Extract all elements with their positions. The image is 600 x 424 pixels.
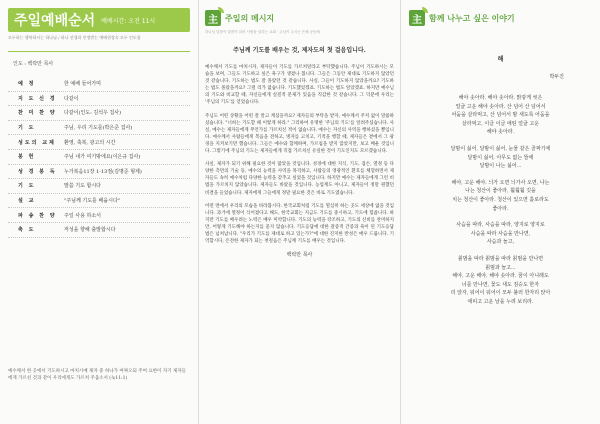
order-item-detail: 주일 사용 하소서 xyxy=(64,212,101,219)
story-panel xyxy=(401,0,600,424)
poem-line: 치는 청산이 좋아라. 청산이 있으면 홀로라도 xyxy=(452,196,549,203)
divider xyxy=(8,51,190,52)
order-item-detail: "주님께 기도를 배웁시다" xyxy=(64,198,121,205)
poem-line: 사슴을 따라, 사슴을 따라, 양지로 양지로 xyxy=(456,222,545,229)
poem-line: 얼굴 고운 해야 솟아라. 산 넘어 산 넘어서 xyxy=(455,103,546,110)
section-header xyxy=(205,8,394,28)
order-item-name: 성도의 교제 xyxy=(18,139,56,146)
poem-line: 해야, 고운 해야, 해야 솟아라. 꿈이 아니래도 xyxy=(452,273,549,280)
section-note: 하나님 말씀이 말씀이 되어 사람을 살리는 교회 · 주님이 주시는 은혜 공동체 xyxy=(205,30,320,34)
title-bar xyxy=(8,8,190,32)
church-motto: 모두하는 행복하시는 하나님 / 하나 선생과 인정받는 예배현장속 모두 인도함 xyxy=(8,35,141,40)
order-item-name: 기 도 xyxy=(18,183,36,190)
order-item-name: 성 경 봉 독 xyxy=(18,168,57,175)
leaf-logo-icon: 主 xyxy=(409,10,425,26)
poem-title: 해 xyxy=(497,56,504,63)
order-row xyxy=(8,179,190,194)
poem-line: 어둠을 살라먹고, 산 넘어서 밤 새도록 어둠을 xyxy=(451,112,550,119)
poem-stanza xyxy=(409,255,592,307)
order-row xyxy=(8,135,190,150)
poem-stanza xyxy=(409,145,592,171)
section-title: 주일의 메시지 xyxy=(225,13,275,23)
order-item-detail: 누가복음11장 1-13절(김명준 형제) xyxy=(64,168,142,175)
sermon-panel xyxy=(199,0,400,424)
sermon-paragraph: 예수께서 기도를 마치시자, 제자들이 기도를 가르쳐달라고 부탁했습니다. 주님이 기도하시는 모습을 보며, 그들도 기도하고 싶은 욕구가 생겼나 봅니다. 그들은 그동안 제대로 기도하지 않았던 것 같습니다. 기도하는 법도 잘 몰랐던 것 같습니다. 사실, 그들이 기도하지 않았을까요? 기도하는 법도 몰랐을까요? 그럴 리가 없습니다. 기도했었겠죠. 기도하는 법도 알았겠죠. 하지만 예수님의 기도와 비교할 때, 자신들에게 실질적 문제가 있음을 직감한 것 같습니다. 그 덕분에 우리는 '주님의 기도'를 얻었습니다. xyxy=(205,65,394,106)
poem-line: 달밤이 나는 싫어... xyxy=(479,163,522,170)
order-item-detail: 주님 내가 여기밖에요(이은규 집사) xyxy=(64,154,141,161)
poem-line: 애띠고 고운 날을 누려 보리라. xyxy=(467,298,534,305)
order-item-name: 설 교 xyxy=(18,198,36,205)
poem-line: 달밤이 싫어, 아무도 없는 뜰에 xyxy=(467,154,534,161)
section-title: 함께 나누고 싶은 이야기 xyxy=(429,13,515,23)
leaf-logo-icon: 主 xyxy=(205,10,221,26)
page-title: 주일예배순서 xyxy=(14,13,96,29)
order-item-name: 봉 헌 xyxy=(18,154,36,161)
order-row xyxy=(8,223,190,238)
section-header xyxy=(409,8,592,28)
poem-stanza xyxy=(409,179,592,213)
poem-body xyxy=(409,94,592,306)
order-row xyxy=(8,77,190,92)
poem-line: 해야, 고운 해야. 늬가 오면 늬가사 오면, 나는 xyxy=(451,179,550,186)
order-list xyxy=(8,77,190,238)
poem-line: 좋아라. xyxy=(492,205,509,212)
order-row xyxy=(8,121,190,136)
order-item-detail: 말씀 기도 합시다 xyxy=(64,183,101,190)
poem-line: 리 앉자, 워어이 워어이 모두 불러 한자리 앉아 xyxy=(450,290,551,297)
sermon-signature: 백락만 목사 xyxy=(286,252,313,259)
sermon-paragraph: 어떤 면에서 우리의 모습을 바라봅시다. 한국교회처럼 기도를 열심히 하는 곳도 세상에 없을 것입니다. 과거에 열정이 식어졌다고 해도, 한국교회는 지금도 기도를 중시하고, 기도에 힘씁니다. 하지만 기도를 배우려는 노력은 배우 미약합니다. 기도의 능력을 강조하고, 기도의 신비를 찬미하지만, 어떻게 기도해야 하는지를 묻지 않습니다. 기도응답에 대한 갈증적 간증과 욕이 된 기도응답법은 넘쳐납니다. "우리가 기도를 제대로 하고 있는가?"에 대한 진지한 반성은 매우 드뭅니다. 기억합시다, 온전한 제자가 되는 첫걸음은 주님께 기도를 배우는 것입니다. xyxy=(205,203,394,245)
poem-line: 달밤이 싫어, 달밤이 싫어, 눈물 같은 골짜기에 xyxy=(450,145,551,152)
order-item-detail: 저성을 향해 출발합시다 xyxy=(64,227,116,234)
poem-line: 해야 솟아라. xyxy=(486,129,515,136)
order-row xyxy=(8,92,190,107)
poem-line: 칡범과 놀고... xyxy=(485,264,516,271)
order-panel xyxy=(0,0,198,424)
poem-line: 해야 솟아라. 해야 솟아라. 맑갛게 씻은 xyxy=(458,95,543,101)
scripture-notice: 예수께서 한 곳에서 기도하시고 마치시매 제자 중 하나가 여짜오되 주여 요한이 자기 제자들에게 가르친 것과 같이 우리에게도 가르쳐 주옵소서 (눅11:1) xyxy=(8,369,187,381)
poem-line: 사슴을 따라 사슴을 만나면, xyxy=(470,230,531,237)
order-row xyxy=(8,165,190,180)
order-item-name: 기 도 xyxy=(18,125,36,132)
poem-stanza xyxy=(409,221,592,247)
poem-line: 칡범을 따라 칡범을 따라 칡범을 만나면 xyxy=(457,255,544,262)
service-time: 예배시간: 오전 11시 xyxy=(101,17,156,25)
order-row xyxy=(8,208,190,223)
poem-line: 사슴과 놀고, xyxy=(486,239,515,246)
order-item-name: 예 정 xyxy=(18,81,36,88)
sermon-paragraph: 주님도 어떤 상황을 어떤 잘 알고 계셨을까요? 제자들의 부탁을 받자, 예수께서 주저 없이 말씀하셨습니다. "너희는 기도할 때 이렇게 하라." 그리하여 유명한 '주님의 기도'를 알려주셨습니다. 사실, 예수는 제자들에게 무언가를 가르치신 적이 없습니다. 예수는 자신의 사역을 행하셨을 뿐입니다. 예수께서 사람들에게 복음을 전하고, 병자를 고치고, 기적을 행할 때, 제자들은 곁에서 그 광경을 지켜보기만 했습니다. 그들은 예수와 함께하며, 가르침을 받지 않았지만, 보고 배운 것입니다. 그렇기에 주님의 기도는 제자들에게 직접 가르치신 유일한 것이 기도인지도 모르겠습니다. xyxy=(205,113,394,155)
sermon-paragraph: 사실, 제자가 되기 위해 필요한 것이 많았을 것입니다. 성경에 대한 지식, 기도, 겸손, 열정 등 다양한 측면의 기술 등, 예수의 능력을 사역을 목격하고, 사람들의 영광적인 환호를 체험하면서 제자들도 속히 예수처럼 다양한 능력을 갖추고 싶었을 것입니다. 하지만 예수는 제자들에게 그런 비법을 가르치지 않았습니다. 제자들도 바랐을 것입니다. 농업계도 아니고, 제자들이 정말 원했던 비결을 들었습니다. 제자에게 그들에게 정말 필요한 것은 바로 기도였습니다. xyxy=(205,162,394,196)
order-item-name: 축 도 xyxy=(18,227,36,234)
poem-line: 나는 청산이 좋아라, 훨훨훨 깃을 xyxy=(465,188,536,195)
poem-line: 너를 만나면, 꽃도 새도 짐승도 한자 xyxy=(461,281,540,288)
poem-line: 살라먹고, 이글 이글 애띤 얼굴 고운 xyxy=(461,120,540,127)
order-row xyxy=(8,106,190,121)
order-item-detail: 한 예배 들어가며 xyxy=(64,81,101,88)
sermon-title: 주님께 기도를 배우는 것, 제자도의 첫 걸음입니다. xyxy=(233,47,366,54)
poem-stanza xyxy=(409,94,592,137)
order-row xyxy=(8,150,190,165)
poem-author: 박두진 xyxy=(549,74,564,80)
leader-line: 인도 : 백락만 목사 xyxy=(13,61,54,67)
order-item-detail: 환영, 축복, 광고의 시간 xyxy=(64,139,116,146)
order-item-detail: 주님, 우리 기도를(박은준 집사) xyxy=(64,125,133,132)
order-item-name: 지 도 신 경 xyxy=(18,95,57,102)
order-item-detail: 다같이(인도: 김석우 집사) xyxy=(64,110,122,117)
order-item-name: 찬 미 찬 양 xyxy=(18,110,57,117)
order-row xyxy=(8,194,190,209)
order-item-detail: 다같이 xyxy=(64,95,79,102)
order-item-name: 파 송 찬 양 xyxy=(18,212,57,219)
